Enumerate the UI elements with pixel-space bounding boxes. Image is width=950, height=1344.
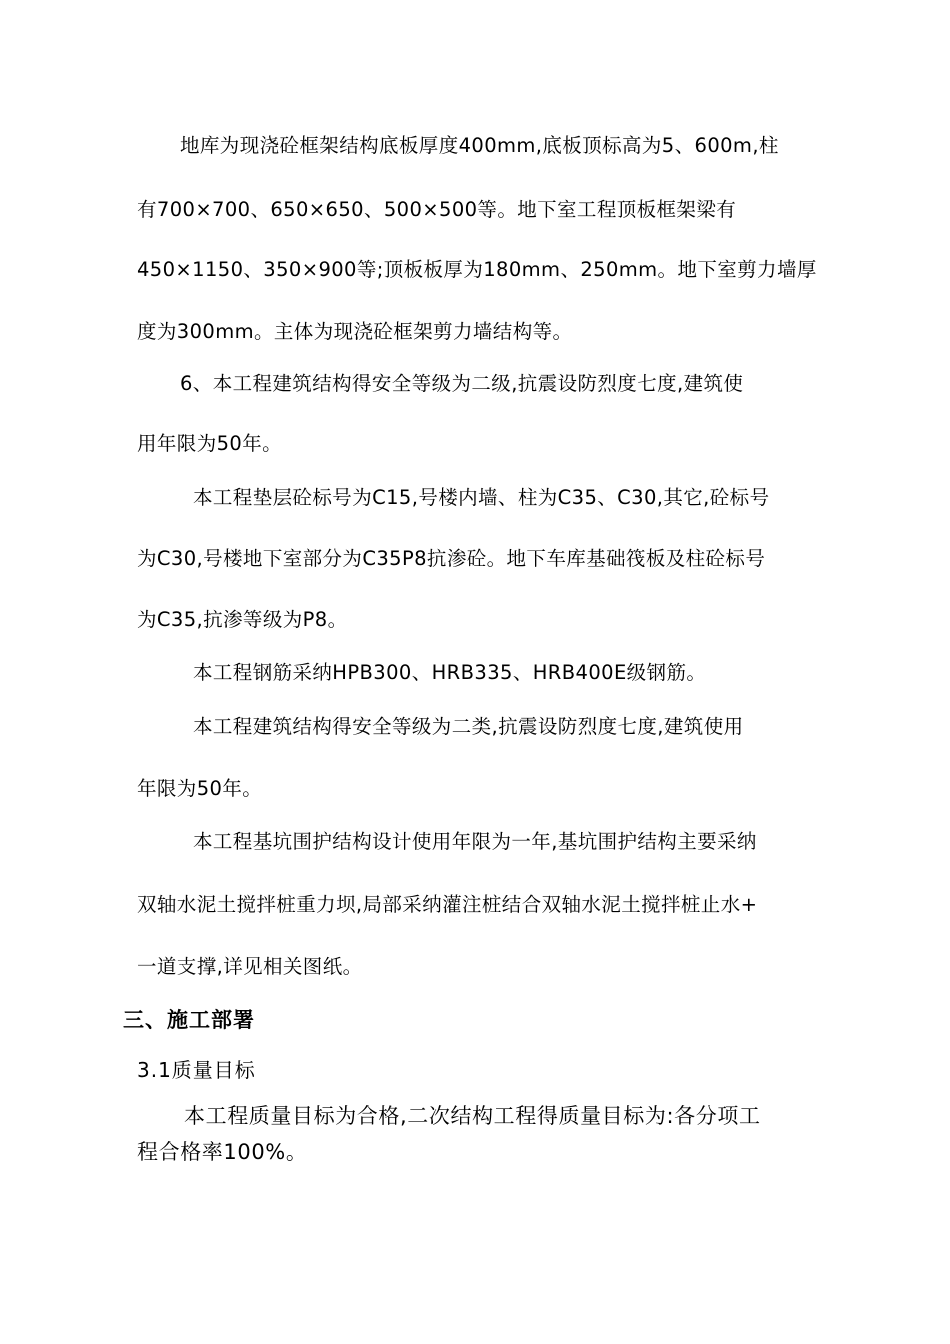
text-line: 程合格率100%。: [137, 1140, 308, 1164]
text-line: 度为300mm。主体为现浇砼框架剪力墙结构等。: [137, 320, 573, 343]
text-line: 有700×700、650×650、500×500等。地下室工程顶板框架梁有: [137, 198, 737, 221]
section-heading: 三、施工部署: [123, 1008, 255, 1032]
text-line: 地库为现浇砼框架结构底板厚度400mm,底板顶标高为5、600m,柱: [180, 134, 779, 157]
text-line: 年限为50年。: [137, 777, 263, 800]
text-line: 本工程钢筋采纳HPB300、HRB335、HRB400E级钢筋。: [193, 661, 707, 684]
subsection-heading: 3.1质量目标: [137, 1058, 256, 1082]
text-line: 本工程建筑结构得安全等级为二类,抗震设防烈度七度,建筑使用: [193, 715, 744, 738]
text-line: 为C30,号楼地下室部分为C35P8抗渗砼。地下车库基础筏板及柱砼标号: [137, 547, 766, 570]
text-line: 本工程基坑围护结构设计使用年限为一年,基坑围护结构主要采纳: [193, 830, 757, 853]
text-line: 双轴水泥土搅拌桩重力坝,局部采纳灌注桩结合双轴水泥土搅拌桩止水+: [137, 893, 758, 916]
text-line: 本工程垫层砼标号为C15,号楼内墙、柱为C35、C30,其它,砼标号: [193, 486, 770, 509]
text-line: 用年限为50年。: [137, 432, 283, 455]
text-line: 450×1150、350×900等;顶板板厚为180mm、250mm。地下室剪力墙厚: [137, 258, 817, 281]
text-line: 6、本工程建筑结构得安全等级为二级,抗震设防烈度七度,建筑使: [180, 372, 744, 395]
text-line: 一道支撑,详见相关图纸。: [137, 955, 363, 978]
text-line: 为C35,抗渗等级为P8。: [137, 608, 348, 631]
text-line: 本工程质量目标为合格,二次结构工程得质量目标为:各分项工: [184, 1104, 761, 1128]
